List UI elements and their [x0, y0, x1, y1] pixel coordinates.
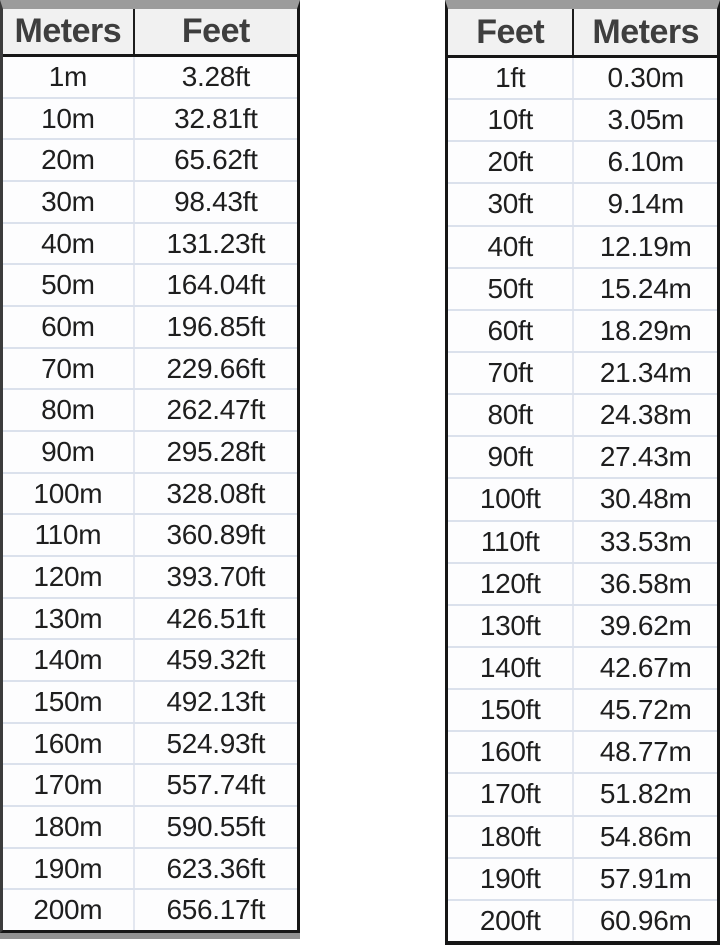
table-row: [3, 388, 297, 430]
table-cell: 80ft: [448, 395, 574, 435]
table-body: [3, 57, 297, 930]
table-cell: 90ft: [448, 437, 574, 477]
table-cell: 70ft: [448, 353, 574, 393]
table-cell: 60.96m: [599, 904, 692, 936]
table-cell: 170m: [3, 765, 135, 805]
table-row: [448, 140, 717, 182]
table-cell: 40ft: [448, 227, 574, 267]
table-cell: 229.66ft: [166, 352, 266, 384]
table-cell: 30m: [3, 182, 135, 222]
table-cell: 36.58m: [599, 567, 692, 599]
table-row: [3, 263, 297, 305]
table-cell: 32.81ft: [174, 102, 258, 134]
table-cell: 33.53m: [599, 525, 692, 557]
table-row: [3, 513, 297, 555]
table-cell: 120ft: [448, 564, 574, 604]
table-cell: 328.08ft: [166, 477, 266, 509]
table-row: [3, 472, 297, 514]
table-cell: 50m: [3, 265, 135, 305]
table-cell: 3.05m: [607, 104, 684, 136]
table-row: [448, 393, 717, 435]
table-cell: 24.38m: [599, 399, 692, 431]
table-cell: 40m: [3, 224, 135, 264]
table-cell: 180ft: [448, 817, 574, 857]
table-cell: 60ft: [448, 311, 574, 351]
table-cell: 9.14m: [607, 188, 684, 220]
table-cell: 459.32ft: [166, 644, 266, 676]
table-cell: 0.30m: [607, 62, 684, 94]
table-cell: 60m: [3, 307, 135, 347]
table-row: [3, 305, 297, 347]
table-row: [3, 847, 297, 889]
table-row: [3, 222, 297, 264]
table-row: [3, 138, 297, 180]
table-cell: 15.24m: [599, 272, 692, 304]
table-row: [448, 899, 717, 941]
table-cell: 30ft: [448, 184, 574, 224]
table-cell: 30.48m: [599, 483, 692, 515]
table-cell: 3.28ft: [181, 60, 250, 92]
table-row: [3, 597, 297, 639]
table-row: [3, 347, 297, 389]
table-row: [448, 646, 717, 688]
table-cell: 21.34m: [599, 357, 692, 389]
table-cell: 65.62ft: [174, 144, 258, 176]
table-row: [448, 309, 717, 351]
table-row: [448, 604, 717, 646]
table-row: [3, 805, 297, 847]
table-cell: 190m: [3, 849, 135, 889]
table-cell: 656.17ft: [166, 894, 266, 926]
table-cell: 20m: [3, 140, 135, 180]
table-cell: 120m: [3, 557, 135, 597]
table-row: [3, 555, 297, 597]
table-cell: 150ft: [448, 690, 574, 730]
table-cell: 393.70ft: [166, 560, 266, 592]
table-row: [448, 772, 717, 814]
table-cell: 360.89ft: [166, 519, 266, 551]
table-cell: 150m: [3, 682, 135, 722]
table-row: [448, 225, 717, 267]
table-row: [448, 98, 717, 140]
table-cell: 50ft: [448, 269, 574, 309]
table-row: [3, 888, 297, 930]
table-row: [448, 688, 717, 730]
table-cell: 10m: [3, 99, 135, 139]
table-cell: 54.86m: [599, 820, 692, 852]
table-row: [3, 430, 297, 472]
table-row: [448, 520, 717, 562]
table-cell: 45.72m: [599, 694, 692, 726]
table-row: [3, 57, 297, 97]
table-cell: 12.19m: [599, 230, 692, 262]
table-row: [448, 730, 717, 772]
table-body: [448, 58, 717, 941]
table-cell: 623.36ft: [166, 852, 266, 884]
table-cell: 196.85ft: [166, 310, 266, 342]
table-row: [3, 722, 297, 764]
table-cell: 10ft: [448, 100, 574, 140]
table-header-row: [3, 9, 297, 57]
table-cell: 20ft: [448, 142, 574, 182]
column-header-meters: Meters: [592, 12, 700, 51]
table-cell: 57.91m: [599, 862, 692, 894]
table-row: [448, 477, 717, 519]
table-cell: 295.28ft: [166, 435, 266, 467]
table-cell: 48.77m: [599, 736, 692, 768]
table-cell: 100m: [3, 474, 135, 514]
meters-to-feet-table: [0, 0, 300, 933]
feet-to-meters-table: [445, 0, 720, 945]
table-cell: 160ft: [448, 732, 574, 772]
table-cell: 100ft: [448, 479, 574, 519]
table-cell: 1ft: [448, 58, 574, 98]
table-cell: 1m: [3, 57, 135, 97]
table-cell: 18.29m: [599, 314, 692, 346]
table-row: [3, 638, 297, 680]
table-cell: 590.55ft: [166, 810, 266, 842]
table-cell: 160m: [3, 724, 135, 764]
table-row: [448, 351, 717, 393]
table-row: [448, 562, 717, 604]
table-cell: 98.43ft: [174, 185, 258, 217]
table-cell: 200ft: [448, 901, 574, 941]
table-cell: 524.93ft: [166, 727, 266, 759]
table-header-row: [448, 9, 717, 58]
column-header-feet: Feet: [448, 9, 574, 55]
table-row: [448, 182, 717, 224]
table-cell: 39.62m: [599, 609, 692, 641]
table-cell: 557.74ft: [166, 769, 266, 801]
table-cell: 492.13ft: [166, 685, 266, 717]
table-cell: 170ft: [448, 774, 574, 814]
table-row: [448, 857, 717, 899]
table-row: [448, 267, 717, 309]
table-cell: 200m: [3, 890, 135, 930]
table-cell: 42.67m: [599, 652, 692, 684]
table-cell: 140m: [3, 640, 135, 680]
table-cell: 131.23ft: [166, 227, 266, 259]
table-cell: 6.10m: [607, 146, 684, 178]
table-cell: 90m: [3, 432, 135, 472]
table-cell: 164.04ft: [166, 269, 266, 301]
table-row: [3, 680, 297, 722]
table-cell: 426.51ft: [166, 602, 266, 634]
table-cell: 51.82m: [599, 778, 692, 810]
table-cell: 262.47ft: [166, 394, 266, 426]
table-cell: 130ft: [448, 606, 574, 646]
table-row: [3, 97, 297, 139]
table-row: [448, 435, 717, 477]
table-cell: 110m: [3, 515, 135, 555]
table-cell: 180m: [3, 807, 135, 847]
table-row: [448, 815, 717, 857]
table-cell: 130m: [3, 599, 135, 639]
table-cell: 27.43m: [599, 441, 692, 473]
table-cell: 70m: [3, 349, 135, 389]
column-header-feet: Feet: [181, 12, 250, 50]
column-header-meters: Meters: [3, 9, 135, 54]
table-cell: 110ft: [448, 522, 574, 562]
table-cell: 190ft: [448, 859, 574, 899]
table-row: [3, 180, 297, 222]
table-cell: 80m: [3, 390, 135, 430]
table-cell: 140ft: [448, 648, 574, 688]
table-row: [3, 763, 297, 805]
table-row: [448, 58, 717, 98]
